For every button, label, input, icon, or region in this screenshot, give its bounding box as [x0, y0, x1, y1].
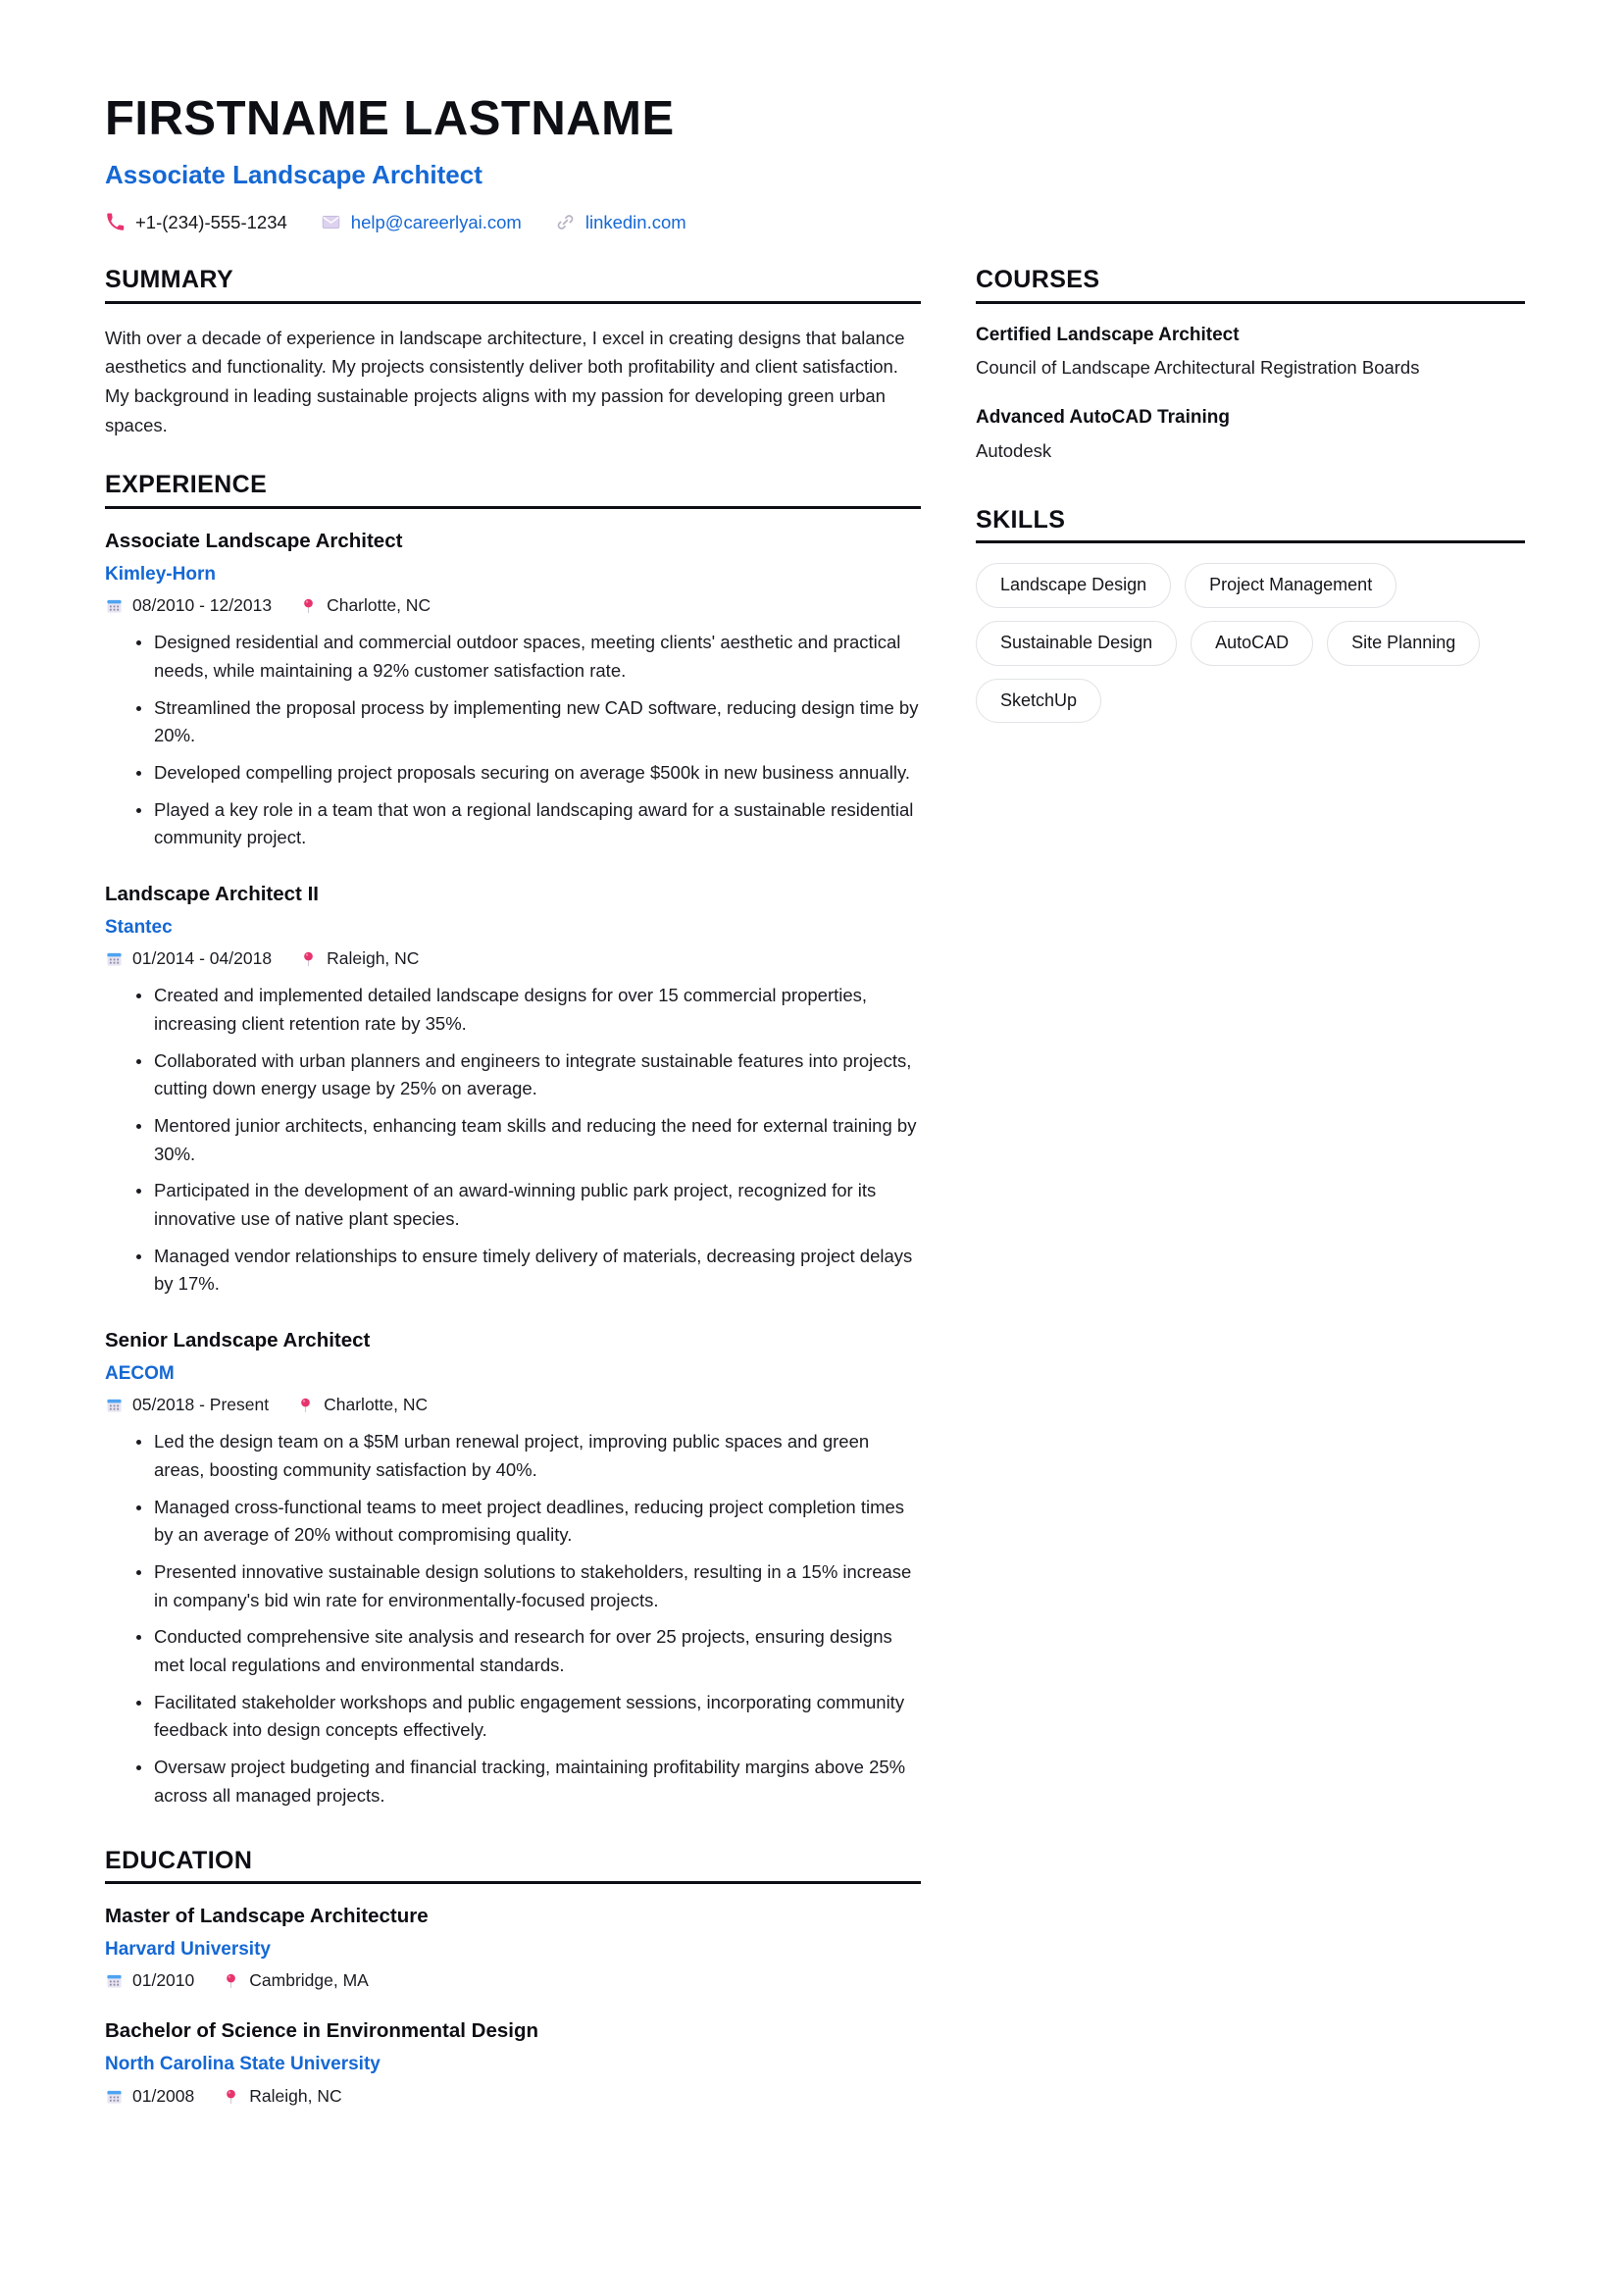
location-pin-icon [222, 1971, 240, 1990]
course-provider: Autodesk [976, 439, 1052, 461]
experience-meta [105, 948, 921, 969]
link-icon [555, 212, 576, 232]
list-item: Collaborated with urban planners and engineers to integrate sustainable features into projects, cutting down energy usage by 25% on average. [136, 1047, 921, 1103]
skills-heading: SKILLS [976, 505, 1066, 534]
courses-rule [976, 301, 1525, 304]
experience-meta [105, 1395, 921, 1415]
experience-role: Associate Landscape Architect [105, 529, 403, 552]
course-entry [976, 324, 1525, 382]
education-rule [105, 1881, 921, 1884]
experience-location-text: Charlotte, NC [327, 595, 431, 616]
phone-text: +1-(234)-555-1234 [135, 211, 287, 232]
experience-location [296, 1395, 428, 1415]
experience-company[interactable]: Kimley-Horn [105, 563, 216, 585]
experience-bullets [105, 982, 921, 1299]
education-dates [105, 1970, 194, 1991]
section-courses [976, 267, 1525, 464]
skill-tag: SketchUp [976, 679, 1101, 724]
contact-phone [105, 212, 287, 233]
course-name: Advanced AutoCAD Training [976, 407, 1230, 429]
resume-header [105, 94, 1508, 233]
list-item: Oversaw project budgeting and financial tracking, maintaining profitability margins above 25% across all managed projects. [136, 1754, 921, 1810]
list-item: Streamlined the proposal process by implementing new CAD software, reducing design time by 20%. [136, 694, 921, 750]
education-degree: Bachelor of Science in Environmental Design [105, 2019, 539, 2043]
experience-entry [105, 529, 921, 852]
list-item: Conducted comprehensive site analysis and research for over 25 projects, ensuring designs met local regulations and environmental standards. [136, 1623, 921, 1679]
location-pin-icon [222, 2087, 240, 2106]
location-pin-icon [296, 1396, 315, 1414]
body-columns [105, 267, 1508, 2119]
education-dates-text: 01/2008 [132, 2085, 195, 2106]
experience-dates [105, 1395, 269, 1415]
experience-company[interactable]: Stantec [105, 916, 173, 938]
experience-dates-text: 08/2010 - 12/2013 [132, 595, 273, 616]
experience-role: Landscape Architect II [105, 882, 319, 905]
education-entry [105, 2018, 921, 2106]
location-pin-icon [299, 949, 318, 968]
list-item: Mentored junior architects, enhancing team skills and reducing the need for external training by 30%. [136, 1112, 921, 1168]
skills-list [976, 563, 1525, 723]
summary-rule [105, 301, 921, 304]
experience-location-text: Raleigh, NC [327, 948, 420, 969]
skills-rule [976, 540, 1525, 543]
course-provider: Council of Landscape Architectural Registration Boards [976, 357, 1420, 379]
calendar-icon [105, 2087, 124, 2106]
experience-location-text: Charlotte, NC [324, 1395, 429, 1415]
experience-dates-text: 05/2018 - Present [132, 1395, 270, 1415]
section-education [105, 1848, 921, 2107]
experience-bullets [105, 629, 921, 852]
summary-heading: SUMMARY [105, 266, 234, 294]
education-dates-text: 01/2010 [132, 1970, 195, 1991]
education-location [222, 1970, 369, 1991]
linkedin-text[interactable]: linkedin.com [584, 211, 686, 232]
experience-rule [105, 506, 921, 509]
page-title: FIRSTNAME LASTNAME [105, 92, 675, 145]
list-item: Participated in the development of an award-winning public park project, recognized for its innovative use of native plant species. [136, 1177, 921, 1233]
list-item: Created and implemented detailed landscape designs for over 15 commercial properties, increasing client retention rate by 35%. [136, 982, 921, 1038]
contact-row [105, 212, 1508, 233]
phone-icon [105, 212, 126, 232]
experience-role: Senior Landscape Architect [105, 1329, 371, 1352]
courses-heading: COURSES [976, 266, 1100, 294]
experience-entry [105, 1328, 921, 1810]
skill-tag: Sustainable Design [976, 621, 1177, 666]
section-skills [976, 507, 1525, 723]
job-title: Associate Landscape Architect [105, 159, 482, 189]
experience-heading: EXPERIENCE [105, 471, 268, 499]
list-item: Presented innovative sustainable design solutions to stakeholders, resulting in a 15% increase in company's bid win rate for environmentally-focused projects. [136, 1558, 921, 1614]
list-item: Led the design team on a $5M urban renewal project, improving public spaces and green areas, boosting community satisfaction by 40%. [136, 1428, 921, 1484]
course-name: Certified Landscape Architect [976, 324, 1240, 345]
email-text[interactable]: help@careerlyai.com [350, 211, 522, 232]
experience-location [299, 948, 419, 969]
email-icon [321, 212, 341, 232]
skill-tag: AutoCAD [1191, 621, 1313, 666]
experience-entry [105, 882, 921, 1299]
course-entry [976, 406, 1525, 464]
education-location-text: Cambridge, MA [249, 1970, 369, 1991]
section-summary [105, 267, 921, 440]
experience-dates [105, 595, 272, 616]
calendar-icon [105, 596, 124, 615]
experience-company[interactable]: AECOM [105, 1362, 175, 1384]
contact-email[interactable] [321, 212, 522, 233]
experience-dates [105, 948, 272, 969]
education-entry [105, 1904, 921, 1991]
education-location-text: Raleigh, NC [249, 2085, 342, 2106]
summary-text: With over a decade of experience in landscape architecture, I excel in creating designs that balance aesthetics and functionality. My projects consistently deliver both profitability and client satisfaction. My background in leading sustainable projects aligns with my passion for developing green urban spaces. [105, 327, 905, 436]
location-pin-icon [299, 596, 318, 615]
skill-tag: Site Planning [1327, 621, 1480, 666]
calendar-icon [105, 1396, 124, 1414]
experience-dates-text: 01/2014 - 04/2018 [132, 948, 273, 969]
list-item: Played a key role in a team that won a regional landscaping award for a sustainable residential community project. [136, 796, 921, 852]
list-item: Managed cross-functional teams to meet project deadlines, reducing project completion times by an average of 20% without compromising quality. [136, 1494, 921, 1550]
education-school[interactable]: North Carolina State University [105, 2054, 381, 2074]
education-meta [105, 1970, 921, 1991]
education-dates [105, 2086, 194, 2107]
education-meta [105, 2086, 921, 2107]
skill-tag: Project Management [1185, 563, 1396, 608]
education-location [222, 2086, 341, 2107]
left-column [105, 267, 921, 2119]
section-experience [105, 472, 921, 1810]
calendar-icon [105, 949, 124, 968]
calendar-icon [105, 1971, 124, 1990]
contact-linkedin[interactable] [555, 212, 686, 233]
education-heading: EDUCATION [105, 1846, 253, 1874]
list-item: Managed vendor relationships to ensure timely delivery of materials, decreasing project delays by 17%. [136, 1243, 921, 1299]
skill-tag: Landscape Design [976, 563, 1171, 608]
experience-location [299, 595, 431, 616]
list-item: Developed compelling project proposals securing on average $500k in new business annually. [136, 759, 921, 788]
list-item: Designed residential and commercial outdoor spaces, meeting clients' aesthetic and practical needs, while maintaining a 92% customer satisfaction rate. [136, 629, 921, 685]
education-school[interactable]: Harvard University [105, 1938, 271, 1960]
education-degree: Master of Landscape Architecture [105, 1905, 429, 1927]
experience-bullets [105, 1428, 921, 1810]
experience-meta [105, 595, 921, 616]
list-item: Facilitated stakeholder workshops and public engagement sessions, incorporating community feedback into design concepts effectively. [136, 1689, 921, 1745]
right-column [976, 267, 1525, 729]
